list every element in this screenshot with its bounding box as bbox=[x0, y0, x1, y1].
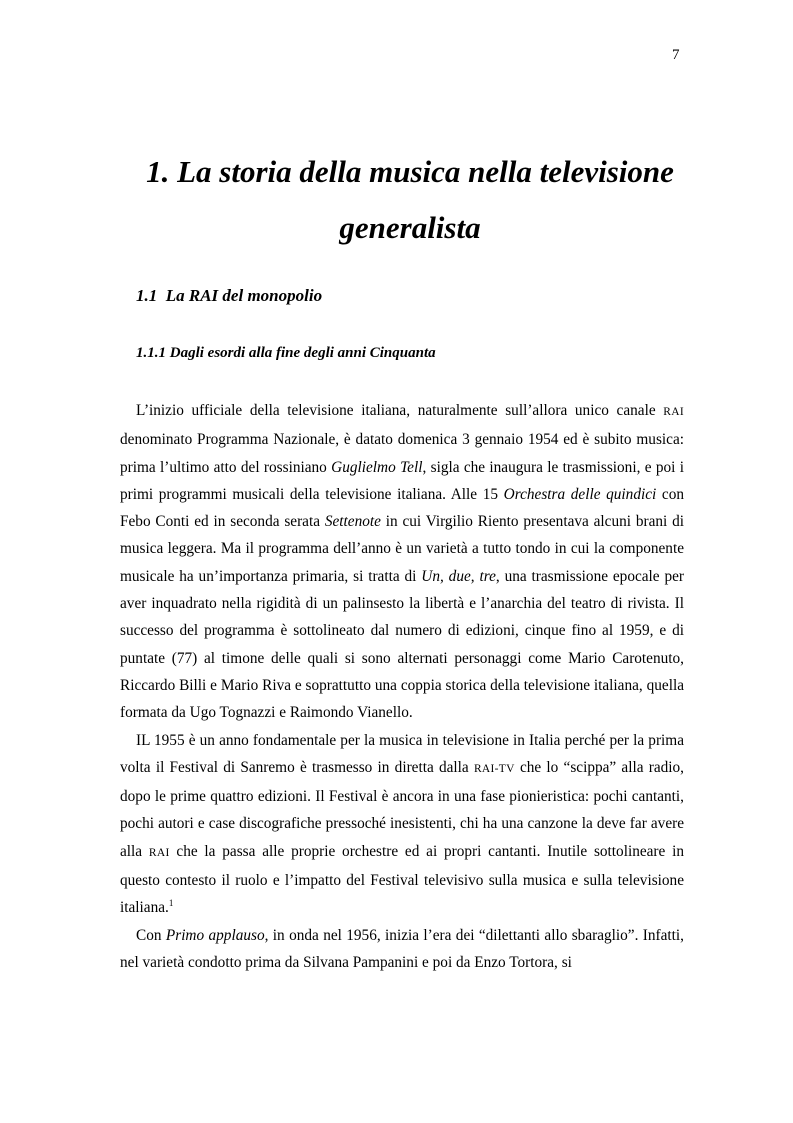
page-number: 7 bbox=[672, 47, 680, 63]
body-text bbox=[120, 397, 684, 976]
text-run: con Febo Conti ed in seconda serata bbox=[120, 485, 684, 531]
text-run: L’inizio ufficiale della televisione italiana, naturalmente sull’allora unico canale bbox=[136, 402, 664, 419]
text-run: Con bbox=[136, 926, 166, 944]
text-run: , in onda nel 1956, inizia l’era dei “dilettanti allo sbaraglio”. Infatti, nel varietà condotto prima da Silvana Pampanini e poi da Enzo Tortora, si bbox=[120, 926, 684, 971]
text-run: in cui Virgilio Riento presentava alcuni brani di musica leggera. Ma il programma dell’anno è un varietà a tutto tondo in cui la componente musicale ha un’importanza primaria, si tratta di bbox=[120, 513, 684, 585]
chapter-title bbox=[120, 144, 700, 256]
text-run: denominato Programma Nazionale, è datato domenica 3 gennaio 1954 ed è subito musica: prima l’ultimo atto del rossiniano bbox=[120, 431, 684, 476]
italic-title: Orchestra delle quindici bbox=[503, 485, 657, 503]
text-run: IL 1955 è un anno fondamentale per la musica in televisione in Italia perché per la prima volta il Festival di Sanremo è trasmesso in diretta dalla bbox=[120, 731, 684, 776]
acronym-rai: RAI bbox=[148, 846, 170, 859]
text-run: che la passa alle proprie orchestre ed ai propri cantanti. Inutile sottolineare in questo contesto il ruolo e l’impatto del Festival televisivo sulla musica e sulla televisione italiana. bbox=[120, 842, 685, 917]
chapter-title-line-1: 1. La storia della musica nella televisione bbox=[146, 154, 674, 189]
paragraph-2 bbox=[120, 727, 684, 922]
italic-title: Guglielmo Tell bbox=[331, 458, 423, 476]
section-number: 1.1 bbox=[136, 286, 158, 305]
italic-title: Un, due, tre bbox=[421, 567, 496, 585]
subsection-title: 1.1.1 Dagli esordi alla fine degli anni Cinquanta bbox=[136, 345, 436, 361]
text-run: che lo “scippa” alla radio, dopo le prime quattro edizioni. Il Festival è ancora in una fase pionieristica: pochi cantanti, pochi autori e case discografiche pressoché inesistenti, chi ha una canzone la deve far avere alla bbox=[120, 758, 684, 860]
footnote-marker[interactable]: 1 bbox=[168, 898, 174, 909]
paragraph-1 bbox=[120, 397, 684, 727]
paragraph-3 bbox=[120, 922, 684, 977]
acronym-rai-tv: RAI-TV bbox=[473, 762, 515, 775]
italic-title: Settenote bbox=[324, 513, 381, 531]
acronym-rai: RAI bbox=[663, 406, 684, 418]
text-run: , una trasmissione epocale per aver inquadrato nella rigidità di un palinsesto la libertà e l’anarchia del teatro di rivista. Il successo del programma è sottolineato dal numero di edizioni, cinque fino al 1959, e di puntate (77) al timone delle quali si sono alternati personaggi come Mario Carotenuto, Riccardo Billi e Mario Riva e soprattutto una coppia storica della televisione italiana, quella formata da Ugo Tognazzi e Raimondo Vianello. bbox=[120, 567, 685, 722]
chapter-title-line-2: generalista bbox=[339, 210, 481, 245]
section-title bbox=[136, 286, 322, 306]
section-name: La RAI del monopolio bbox=[165, 286, 323, 305]
italic-title: Primo applauso bbox=[165, 926, 265, 944]
text-run: , sigla che inaugura le trasmissioni, e poi i primi programmi musicali della televisione italiana. Alle 15 bbox=[120, 458, 684, 503]
